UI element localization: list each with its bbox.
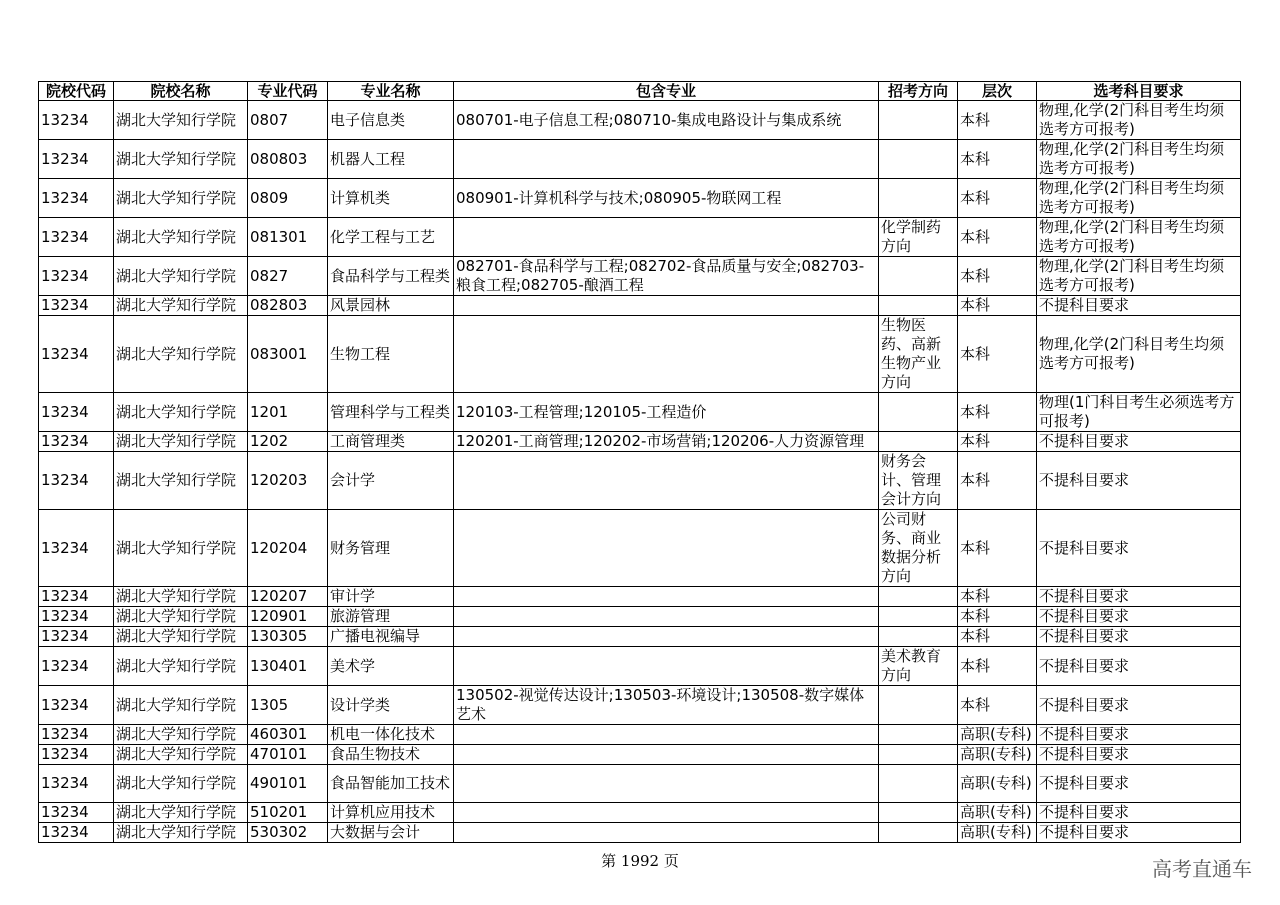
cell-direction xyxy=(879,296,958,316)
cell-school-name: 湖北大学知行学院 xyxy=(114,587,248,607)
header-major-name: 专业名称 xyxy=(328,82,454,101)
cell-direction xyxy=(879,607,958,627)
cell-direction xyxy=(879,725,958,745)
cell-direction xyxy=(879,179,958,218)
table-row xyxy=(39,607,1241,627)
cell-major-name: 食品智能加工技术 xyxy=(328,765,454,803)
cell-school-code: 13234 xyxy=(39,803,114,823)
cell-school-code: 13234 xyxy=(39,725,114,745)
cell-school-code: 13234 xyxy=(39,745,114,765)
cell-school-code: 13234 xyxy=(39,607,114,627)
cell-subject-requirement: 不提科目要求 xyxy=(1037,296,1241,316)
table-row xyxy=(39,587,1241,607)
cell-included-majors xyxy=(454,647,879,686)
table-row xyxy=(39,218,1241,257)
cell-major-code: 1202 xyxy=(248,432,328,452)
cell-school-name: 湖北大学知行学院 xyxy=(114,393,248,432)
cell-major-name: 机器人工程 xyxy=(328,140,454,179)
cell-school-code: 13234 xyxy=(39,140,114,179)
cell-school-name: 湖北大学知行学院 xyxy=(114,803,248,823)
cell-level: 本科 xyxy=(958,101,1037,140)
cell-level: 高职(专科) xyxy=(958,765,1037,803)
cell-major-code: 120901 xyxy=(248,607,328,627)
cell-major-name: 计算机类 xyxy=(328,179,454,218)
cell-level: 本科 xyxy=(958,218,1037,257)
cell-school-name: 湖北大学知行学院 xyxy=(114,607,248,627)
cell-subject-requirement: 不提科目要求 xyxy=(1037,607,1241,627)
cell-direction xyxy=(879,432,958,452)
cell-included-majors: 080701-电子信息工程;080710-集成电路设计与集成系统 xyxy=(454,101,879,140)
table-header-row xyxy=(39,82,1241,101)
cell-school-code: 13234 xyxy=(39,296,114,316)
cell-major-name: 管理科学与工程类 xyxy=(328,393,454,432)
cell-level: 本科 xyxy=(958,393,1037,432)
cell-direction xyxy=(879,803,958,823)
cell-level: 本科 xyxy=(958,316,1037,393)
cell-school-code: 13234 xyxy=(39,218,114,257)
cell-school-name: 湖北大学知行学院 xyxy=(114,725,248,745)
table-row xyxy=(39,140,1241,179)
cell-school-name: 湖北大学知行学院 xyxy=(114,140,248,179)
cell-direction xyxy=(879,823,958,843)
table-row xyxy=(39,432,1241,452)
cell-direction: 公司财务、商业数据分析方向 xyxy=(879,510,958,587)
admission-table xyxy=(38,81,1241,843)
cell-major-code: 120207 xyxy=(248,587,328,607)
cell-school-name: 湖北大学知行学院 xyxy=(114,432,248,452)
cell-included-majors xyxy=(454,765,879,803)
table-row xyxy=(39,101,1241,140)
cell-level: 本科 xyxy=(958,257,1037,296)
cell-major-code: 0827 xyxy=(248,257,328,296)
cell-direction xyxy=(879,257,958,296)
header-included-majors: 包含专业 xyxy=(454,82,879,101)
cell-direction xyxy=(879,745,958,765)
cell-level: 本科 xyxy=(958,587,1037,607)
cell-direction xyxy=(879,627,958,647)
cell-major-code: 470101 xyxy=(248,745,328,765)
table-row xyxy=(39,725,1241,745)
table-row xyxy=(39,296,1241,316)
cell-included-majors xyxy=(454,510,879,587)
cell-school-name: 湖北大学知行学院 xyxy=(114,296,248,316)
cell-major-name: 会计学 xyxy=(328,452,454,510)
cell-included-majors xyxy=(454,627,879,647)
cell-major-code: 490101 xyxy=(248,765,328,803)
cell-direction: 化学制药方向 xyxy=(879,218,958,257)
cell-major-code: 130305 xyxy=(248,627,328,647)
cell-major-code: 0809 xyxy=(248,179,328,218)
cell-school-name: 湖北大学知行学院 xyxy=(114,510,248,587)
cell-subject-requirement: 不提科目要求 xyxy=(1037,647,1241,686)
cell-school-code: 13234 xyxy=(39,432,114,452)
cell-major-name: 大数据与会计 xyxy=(328,823,454,843)
cell-level: 本科 xyxy=(958,452,1037,510)
cell-subject-requirement: 物理,化学(2门科目考生均须选考方可报考) xyxy=(1037,179,1241,218)
cell-school-name: 湖北大学知行学院 xyxy=(114,627,248,647)
table-row xyxy=(39,745,1241,765)
cell-major-name: 设计学类 xyxy=(328,686,454,725)
cell-school-name: 湖北大学知行学院 xyxy=(114,179,248,218)
cell-included-majors xyxy=(454,140,879,179)
header-subject-requirement: 选考科目要求 xyxy=(1037,82,1241,101)
cell-subject-requirement: 不提科目要求 xyxy=(1037,452,1241,510)
cell-level: 本科 xyxy=(958,296,1037,316)
table-row xyxy=(39,393,1241,432)
cell-school-name: 湖北大学知行学院 xyxy=(114,686,248,725)
cell-direction xyxy=(879,587,958,607)
cell-major-name: 化学工程与工艺 xyxy=(328,218,454,257)
cell-included-majors: 080901-计算机科学与技术;080905-物联网工程 xyxy=(454,179,879,218)
cell-included-majors xyxy=(454,316,879,393)
cell-direction xyxy=(879,101,958,140)
cell-subject-requirement: 物理,化学(2门科目考生均须选考方可报考) xyxy=(1037,101,1241,140)
cell-level: 高职(专科) xyxy=(958,803,1037,823)
cell-school-code: 13234 xyxy=(39,257,114,296)
cell-major-code: 082803 xyxy=(248,296,328,316)
cell-included-majors xyxy=(454,452,879,510)
header-major-code: 专业代码 xyxy=(248,82,328,101)
cell-school-name: 湖北大学知行学院 xyxy=(114,647,248,686)
table-row xyxy=(39,452,1241,510)
cell-direction: 美术教育方向 xyxy=(879,647,958,686)
cell-subject-requirement: 不提科目要求 xyxy=(1037,765,1241,803)
cell-subject-requirement: 不提科目要求 xyxy=(1037,587,1241,607)
cell-major-code: 460301 xyxy=(248,725,328,745)
cell-school-code: 13234 xyxy=(39,510,114,587)
cell-direction: 财务会计、管理会计方向 xyxy=(879,452,958,510)
cell-major-name: 财务管理 xyxy=(328,510,454,587)
watermark: 高考直通车 xyxy=(1152,857,1252,881)
cell-direction xyxy=(879,686,958,725)
cell-major-name: 工商管理类 xyxy=(328,432,454,452)
table-row xyxy=(39,803,1241,823)
cell-major-code: 080803 xyxy=(248,140,328,179)
cell-direction xyxy=(879,140,958,179)
cell-direction xyxy=(879,393,958,432)
cell-school-name: 湖北大学知行学院 xyxy=(114,316,248,393)
cell-level: 本科 xyxy=(958,179,1037,218)
cell-major-name: 美术学 xyxy=(328,647,454,686)
cell-major-code: 083001 xyxy=(248,316,328,393)
cell-included-majors: 130502-视觉传达设计;130503-环境设计;130508-数字媒体艺术 xyxy=(454,686,879,725)
cell-major-name: 食品科学与工程类 xyxy=(328,257,454,296)
cell-school-name: 湖北大学知行学院 xyxy=(114,101,248,140)
cell-subject-requirement: 物理(1门科目考生必须选考方可报考) xyxy=(1037,393,1241,432)
cell-direction: 生物医药、高新生物产业方向 xyxy=(879,316,958,393)
cell-level: 高职(专科) xyxy=(958,725,1037,745)
cell-level: 本科 xyxy=(958,432,1037,452)
cell-school-code: 13234 xyxy=(39,823,114,843)
cell-level: 本科 xyxy=(958,510,1037,587)
cell-included-majors xyxy=(454,218,879,257)
cell-major-code: 120204 xyxy=(248,510,328,587)
cell-major-name: 机电一体化技术 xyxy=(328,725,454,745)
cell-major-name: 生物工程 xyxy=(328,316,454,393)
table-row xyxy=(39,510,1241,587)
cell-school-code: 13234 xyxy=(39,627,114,647)
cell-school-code: 13234 xyxy=(39,587,114,607)
cell-school-code: 13234 xyxy=(39,393,114,432)
page-number: 第 1992 页 xyxy=(601,852,679,870)
cell-level: 高职(专科) xyxy=(958,745,1037,765)
cell-school-code: 13234 xyxy=(39,686,114,725)
cell-school-code: 13234 xyxy=(39,765,114,803)
cell-subject-requirement: 不提科目要求 xyxy=(1037,432,1241,452)
cell-major-name: 审计学 xyxy=(328,587,454,607)
cell-major-name: 食品生物技术 xyxy=(328,745,454,765)
cell-subject-requirement: 物理,化学(2门科目考生均须选考方可报考) xyxy=(1037,140,1241,179)
cell-school-name: 湖北大学知行学院 xyxy=(114,257,248,296)
cell-included-majors xyxy=(454,745,879,765)
cell-school-name: 湖北大学知行学院 xyxy=(114,218,248,257)
cell-level: 本科 xyxy=(958,627,1037,647)
cell-major-code: 130401 xyxy=(248,647,328,686)
cell-major-name: 计算机应用技术 xyxy=(328,803,454,823)
cell-major-code: 120203 xyxy=(248,452,328,510)
header-level: 层次 xyxy=(958,82,1037,101)
cell-major-name: 旅游管理 xyxy=(328,607,454,627)
cell-level: 高职(专科) xyxy=(958,823,1037,843)
cell-major-name: 广播电视编导 xyxy=(328,627,454,647)
cell-major-code: 081301 xyxy=(248,218,328,257)
cell-school-name: 湖北大学知行学院 xyxy=(114,745,248,765)
cell-school-code: 13234 xyxy=(39,647,114,686)
header-school-code: 院校代码 xyxy=(39,82,114,101)
cell-included-majors xyxy=(454,803,879,823)
table-row xyxy=(39,823,1241,843)
cell-major-code: 530302 xyxy=(248,823,328,843)
cell-major-code: 510201 xyxy=(248,803,328,823)
table-row xyxy=(39,316,1241,393)
cell-included-majors xyxy=(454,725,879,745)
cell-subject-requirement: 不提科目要求 xyxy=(1037,803,1241,823)
header-direction: 招考方向 xyxy=(879,82,958,101)
cell-direction xyxy=(879,765,958,803)
cell-school-code: 13234 xyxy=(39,316,114,393)
cell-subject-requirement: 物理,化学(2门科目考生均须选考方可报考) xyxy=(1037,218,1241,257)
cell-subject-requirement: 不提科目要求 xyxy=(1037,823,1241,843)
cell-school-name: 湖北大学知行学院 xyxy=(114,823,248,843)
cell-included-majors xyxy=(454,607,879,627)
cell-subject-requirement: 物理,化学(2门科目考生均须选考方可报考) xyxy=(1037,257,1241,296)
table-row xyxy=(39,765,1241,803)
cell-major-name: 电子信息类 xyxy=(328,101,454,140)
cell-included-majors xyxy=(454,823,879,843)
cell-school-name: 湖北大学知行学院 xyxy=(114,765,248,803)
cell-school-name: 湖北大学知行学院 xyxy=(114,452,248,510)
cell-subject-requirement: 物理,化学(2门科目考生均须选考方可报考) xyxy=(1037,316,1241,393)
cell-subject-requirement: 不提科目要求 xyxy=(1037,627,1241,647)
cell-major-code: 1305 xyxy=(248,686,328,725)
header-school-name: 院校名称 xyxy=(114,82,248,101)
cell-major-code: 1201 xyxy=(248,393,328,432)
cell-level: 本科 xyxy=(958,607,1037,627)
cell-school-code: 13234 xyxy=(39,179,114,218)
table-row xyxy=(39,257,1241,296)
cell-subject-requirement: 不提科目要求 xyxy=(1037,745,1241,765)
cell-level: 本科 xyxy=(958,686,1037,725)
table-row xyxy=(39,627,1241,647)
cell-major-name: 风景园林 xyxy=(328,296,454,316)
cell-included-majors: 120201-工商管理;120202-市场营销;120206-人力资源管理 xyxy=(454,432,879,452)
cell-level: 本科 xyxy=(958,647,1037,686)
cell-included-majors xyxy=(454,587,879,607)
cell-subject-requirement: 不提科目要求 xyxy=(1037,725,1241,745)
cell-subject-requirement: 不提科目要求 xyxy=(1037,686,1241,725)
cell-school-code: 13234 xyxy=(39,452,114,510)
table-row xyxy=(39,647,1241,686)
cell-included-majors: 120103-工程管理;120105-工程造价 xyxy=(454,393,879,432)
table-row xyxy=(39,686,1241,725)
cell-level: 本科 xyxy=(958,140,1037,179)
cell-school-code: 13234 xyxy=(39,101,114,140)
cell-included-majors xyxy=(454,296,879,316)
cell-subject-requirement: 不提科目要求 xyxy=(1037,510,1241,587)
cell-major-code: 0807 xyxy=(248,101,328,140)
table-row xyxy=(39,179,1241,218)
cell-included-majors: 082701-食品科学与工程;082702-食品质量与安全;082703-粮食工程;082705-酿酒工程 xyxy=(454,257,879,296)
